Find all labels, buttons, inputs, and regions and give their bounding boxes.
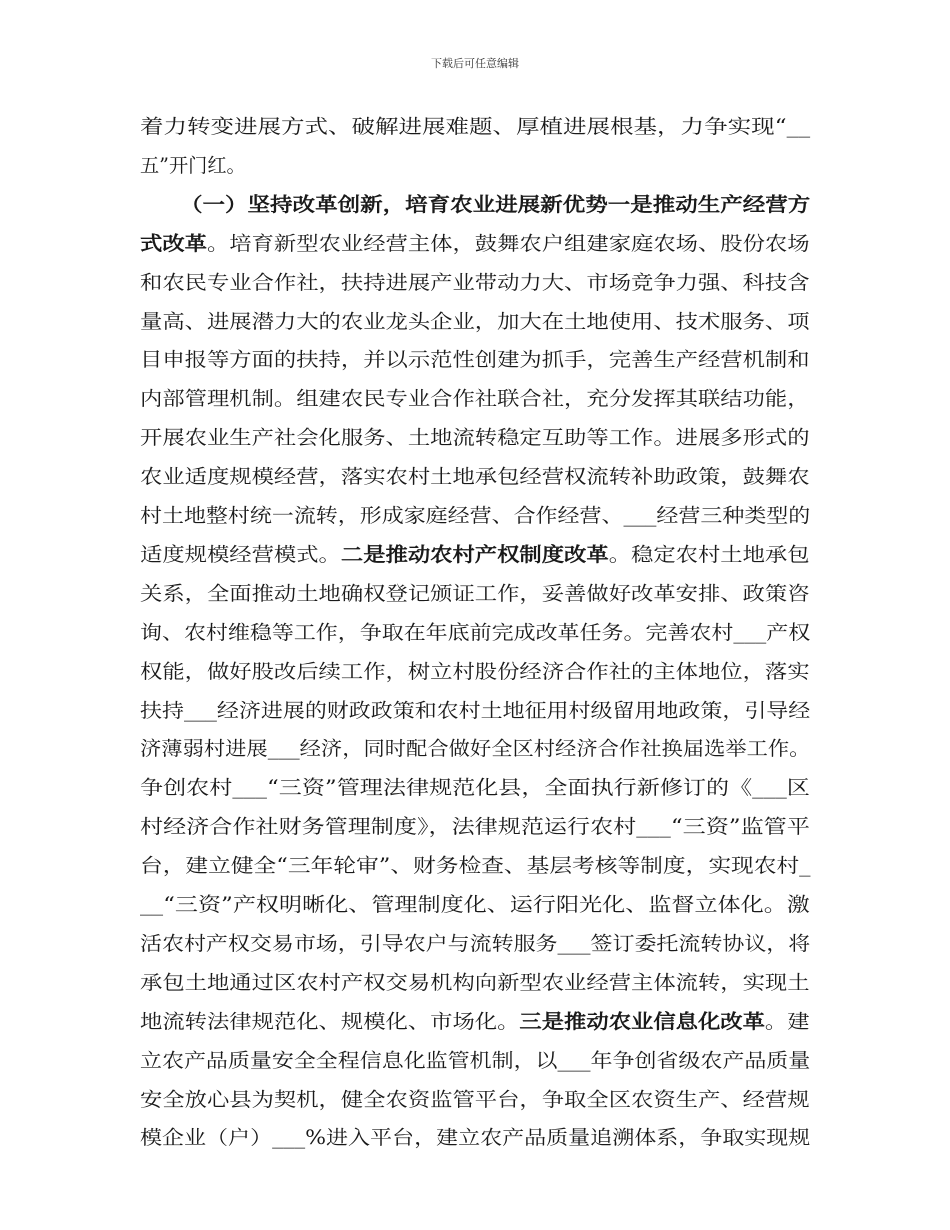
text-run: __“三资”产权明晰化、管理制度化、运行阳光化、监督立体化。激: [140, 893, 810, 916]
text-line: [140, 465, 810, 489]
text-run: 村土地整村统一流转，形成家庭经营、合作经营、___经营三种类型的: [140, 504, 811, 527]
text-run: 地流转法律规范化、规模化、市场化。: [140, 1009, 520, 1033]
text-line: [140, 1126, 810, 1150]
bold-text-run: 式改革: [140, 231, 207, 255]
text-run: 活农村产权交易市场，引导农户与流转服务___签订委托流转协议，将: [140, 931, 811, 955]
text-line: [140, 1010, 810, 1034]
text-line: [140, 543, 810, 567]
text-run: 争创农村___“三资”管理法律规范化县，全面执行新修订的《___区: [140, 776, 810, 800]
text-line: [140, 348, 810, 372]
text-line: [140, 115, 810, 139]
text-line: [140, 232, 810, 256]
text-run: 适度规模经营模式。: [140, 542, 341, 566]
text-run: 五”开门红。: [140, 153, 246, 177]
text-line: [140, 1088, 810, 1112]
text-run: 权能，做好股改后续工作，树立村股份经济合作社的主体地位，落实: [140, 659, 810, 683]
text-line: [140, 893, 810, 917]
text-run: 。建: [764, 1009, 810, 1033]
text-run: 。培育新型农业经营主体，鼓舞农户组建家庭农场、股份农场: [206, 231, 810, 255]
text-run: 安全放心县为契机，健全农资监管平台，争取全区农资生产、经营规: [140, 1087, 810, 1111]
text-run: 目申报等方面的扶持，并以示范性创建为抓手，完善生产经营机制和: [140, 348, 810, 372]
text-run: 关系，全面推动土地确权登记颁证工作，妥善做好改革安排、政策咨: [140, 581, 810, 605]
text-line: [140, 971, 810, 995]
text-run: 模企业（户）___%进入平台，建立农产品质量追溯体系，争取实现规: [140, 1126, 811, 1150]
bold-text-run: 二是推动农村产权制度改革: [340, 542, 609, 566]
text-run: 。稳定农村土地承包: [608, 542, 810, 566]
text-line: [140, 504, 810, 528]
text-run: 村经济合作社财务管理制度》，法律规范运行农村___“三资”监管平: [140, 815, 810, 839]
text-line: [140, 737, 810, 761]
text-line: [140, 660, 810, 684]
text-run: 立农产品质量安全全程信息化监管机制，以___年争创省级农产品质量: [140, 1048, 811, 1072]
text-line: [180, 193, 810, 217]
text-run: 扶持___经济进展的财政政策和农村土地征用村级留用地政策，引导经: [140, 698, 811, 722]
text-run: 承包土地通过区农村产权交易机构向新型农业经营主体流转，实现土: [140, 970, 810, 994]
text-line: [140, 815, 810, 839]
text-run: 开展农业生产社会化服务、土地流转稳定互助等工作。进展多形式的: [140, 426, 810, 450]
text-line: [140, 621, 810, 645]
text-line: [140, 932, 810, 956]
text-run: 量高、进展潜力大的农业龙头企业，加大在土地使用、技术服务、项: [140, 309, 810, 333]
text-run: 农业适度规模经营，落实农村土地承包经营权流转补助政策，鼓舞农: [140, 465, 810, 489]
page-header: 下载后可任意编辑: [431, 57, 519, 70]
text-line: [140, 426, 810, 450]
text-line: [140, 271, 810, 295]
text-line: [140, 154, 246, 178]
text-line: [140, 699, 810, 723]
text-run: 和农民专业合作社，扶持进展产业带动力大、市场竞争力强、科技含: [140, 270, 810, 294]
text-line: [140, 1049, 810, 1073]
text-run: 着力转变进展方式、破解进展难题、厚植进展根基，力争实现“__: [140, 115, 811, 138]
text-line: [140, 854, 811, 878]
text-line: [140, 776, 810, 800]
bold-text-run: （一）坚持改革创新，培育农业进展新优势一是推动生产经营方: [180, 192, 811, 216]
text-run: 询、农村维稳等工作，争取在年底前完成改革任务。完善农村___产权: [140, 620, 811, 644]
text-line: [140, 387, 810, 411]
text-run: 内部管理机制。组建农民专业合作社联合社，充分发挥其联结功能，: [140, 387, 810, 411]
bold-text-run: 三是推动农业信息化改革: [519, 1009, 765, 1033]
text-line: [140, 582, 810, 606]
text-line: [140, 310, 810, 334]
text-run: 济薄弱村进展___经济，同时配合做好全区村经济合作社换届选举工作。: [140, 737, 811, 761]
text-run: 台，建立健全“三年轮审”、财务检查、基层考核等制度，实现农村_: [140, 854, 811, 878]
